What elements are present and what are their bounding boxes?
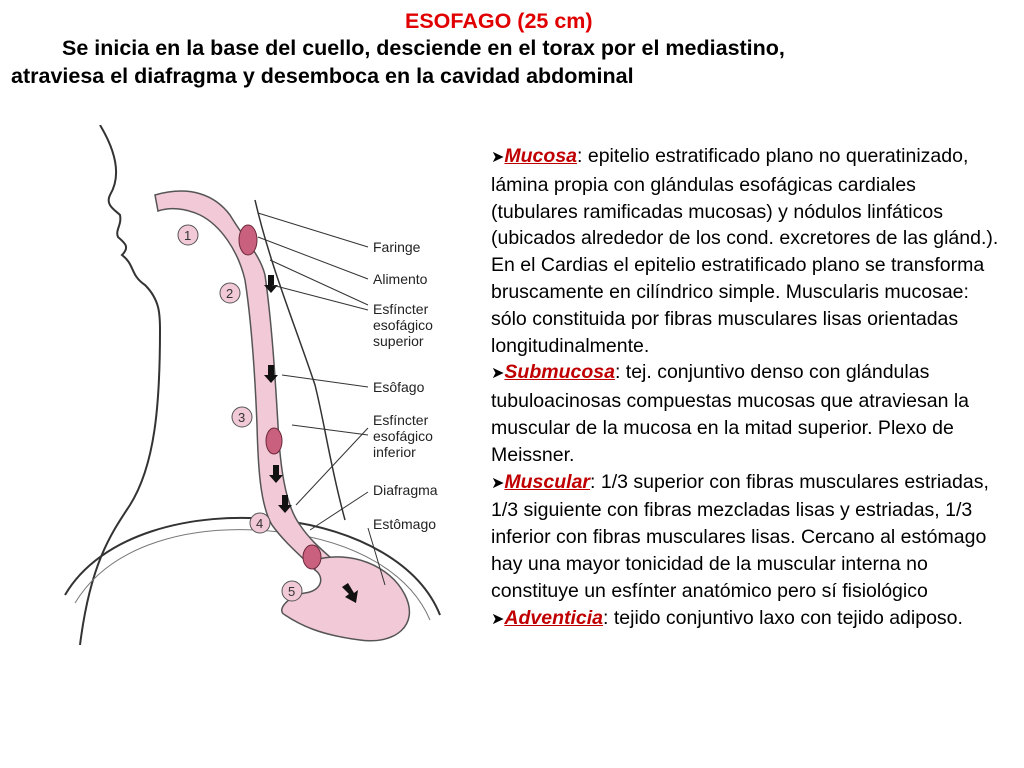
label-estomago: Estômago [373, 516, 437, 532]
label-esofago: Esôfago [373, 379, 425, 395]
bolus-3 [303, 545, 321, 569]
bolus-2 [266, 428, 282, 454]
section-submucosa [491, 359, 1006, 468]
term-adventicia: Adventicia [504, 606, 604, 629]
bullet-arrow-icon: ➤ [491, 149, 505, 166]
section-muscular [491, 469, 1006, 605]
term-submucosa: Submucosa [504, 361, 615, 384]
stage-number-4: 4 [256, 516, 264, 531]
page-title: ESOFAGO (25 cm) [405, 9, 593, 33]
stage-number-3: 3 [238, 410, 246, 425]
label-esfinter-superior-3: superior [373, 333, 424, 349]
term-muscular: Muscular [504, 470, 591, 493]
label-alimento: Alimento [373, 271, 428, 287]
bullet-arrow-icon: ➤ [491, 365, 505, 383]
label-esfinter-superior-1: Esfíncter [373, 301, 429, 317]
label-esfinter-inferior-3: inferior [373, 444, 416, 460]
stomach [282, 557, 410, 641]
description-column [491, 143, 1006, 633]
label-esfinter-inferior-2: esofágico [373, 428, 433, 444]
term-mucosa: Mucosa [504, 145, 578, 167]
subtitle-line-1: Se inicia en la base del cuello, desciende en el torax por el mediastino, [62, 36, 785, 60]
label-esfinter-inferior-1: Esfíncter [373, 412, 429, 428]
text-muscular: : 1/3 superior con fibras musculares estriadas, 1/3 siguiente con fibras mezcladas lisas y estriadas, 1/3 inferior con fibras musculares lisas. Cercano al estómago hay una mayor tonicidad de la muscular interna no constituye un esfínter anatómico pero sí fisiológico [491, 470, 989, 602]
stage-number-5: 5 [288, 584, 296, 599]
subtitle-line-2: atraviesa el diafragma y desemboca en la cavidad abdominal [11, 64, 634, 88]
bolus-1 [239, 225, 257, 255]
body-outline [80, 125, 160, 645]
label-faringe: Faringe [373, 239, 421, 255]
stage-number-2: 2 [226, 286, 234, 301]
text-adventicia: : tejido conjuntivo laxo con tejido adiposo. [603, 606, 963, 629]
bullet-arrow-icon: ➤ [491, 610, 505, 628]
section-mucosa [491, 143, 1006, 359]
section-adventicia [491, 605, 1006, 634]
text-mucosa: : epitelio estratificado plano no queratinizado, lámina propia con glándulas esofágicas cardiales (tubulares ramificadas mucosas) y nódulos linfáticos (ubicados alrededor de los cond. excretores de las glánd.). En el Cardias el epitelio estratificado plano se transforma bruscamente en cilíndrico simple. Muscularis mucosae: sólo constituida por fibras musculares lisas orientadas longitudinalmente. [491, 145, 999, 357]
label-esfinter-superior-2: esofágico [373, 317, 433, 333]
bullet-arrow-icon: ➤ [491, 474, 505, 492]
esophagus-diagram-svg [60, 125, 480, 645]
esophagus-diagram [60, 125, 480, 645]
label-diafragma: Diafragma [373, 482, 438, 498]
stage-number-1: 1 [184, 228, 192, 243]
text-submucosa: : tej. conjuntivo denso con glándulas tubuloacinosas compuestas mucosas que atraviesan la muscular de la mucosa en la mitad superior. Plexo de Meissner. [491, 361, 970, 466]
